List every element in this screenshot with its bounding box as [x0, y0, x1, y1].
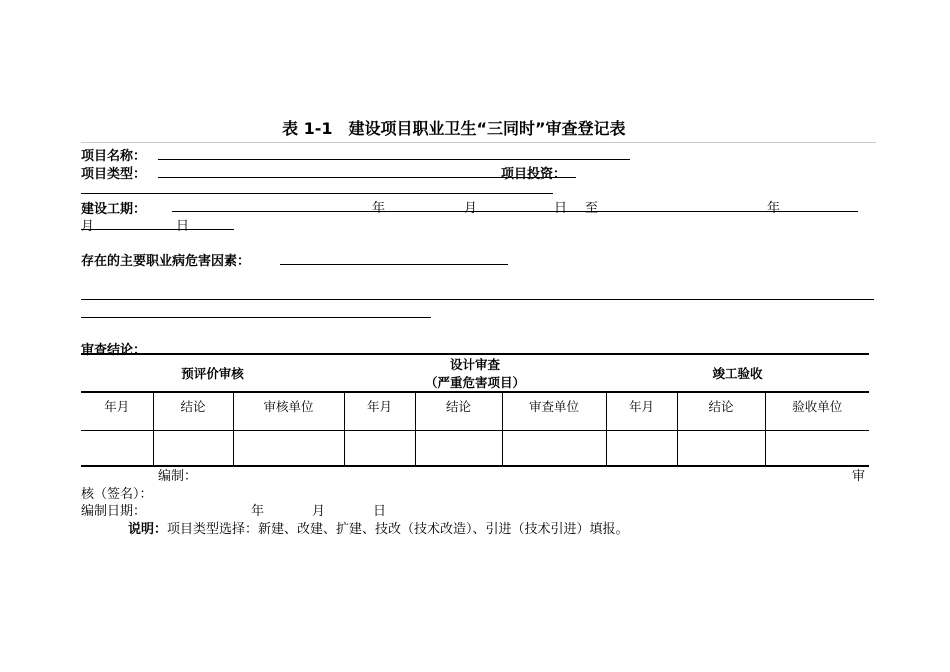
- col-header: 年月: [344, 392, 415, 431]
- hazards-line-3[interactable]: [81, 317, 431, 318]
- period-end-year: 年: [767, 201, 781, 216]
- table-cell[interactable]: [81, 431, 153, 467]
- project-name-input[interactable]: [158, 159, 630, 160]
- design-review-subtitle: （严重危害项目）: [424, 375, 525, 390]
- project-type-input[interactable]: [158, 177, 498, 178]
- table-cell[interactable]: [677, 431, 765, 467]
- table-cell[interactable]: [415, 431, 502, 467]
- period-end-month: 月: [81, 219, 95, 234]
- editor-label: 编制：: [158, 469, 198, 484]
- table-row: [81, 431, 869, 467]
- reviewer-label-b: 核（签名）：: [81, 487, 153, 502]
- col-header: 结论: [153, 392, 233, 431]
- table-cell[interactable]: [233, 431, 344, 467]
- period-to: 至: [585, 201, 599, 216]
- conclusion-label: 审查结论：: [81, 343, 147, 358]
- col-header: 结论: [677, 392, 765, 431]
- note: [128, 518, 629, 537]
- col-header: 结论: [415, 392, 502, 431]
- col-header: 年月: [81, 392, 153, 431]
- group-header-row: [81, 354, 869, 392]
- title-rule: [81, 142, 876, 143]
- column-header-row: [81, 392, 869, 431]
- col-header: 审查单位: [502, 392, 606, 431]
- note-label: 说明：: [128, 522, 168, 537]
- period-start-month: 月: [464, 201, 478, 216]
- hazards-input[interactable]: [280, 264, 508, 265]
- period-label: 建设工期：: [81, 202, 147, 217]
- investment-continuation-line: [81, 193, 553, 194]
- col-header: 年月: [606, 392, 677, 431]
- table-cell[interactable]: [502, 431, 606, 467]
- date-year: 年: [251, 504, 265, 519]
- table-cell[interactable]: [606, 431, 677, 467]
- review-table: [81, 353, 869, 467]
- table-cell[interactable]: [153, 431, 233, 467]
- period-input-line[interactable]: [172, 211, 858, 212]
- group-pre-evaluation: 预评价审核: [81, 354, 344, 392]
- reviewer-label-a: 审: [852, 469, 866, 484]
- table-cell[interactable]: [344, 431, 415, 467]
- design-review-title: 设计审查: [449, 357, 500, 372]
- group-design-review: [344, 354, 606, 392]
- col-header: 验收单位: [765, 392, 869, 431]
- investment-label: 项目投资：: [501, 167, 567, 182]
- period-start-day: 日: [554, 201, 568, 216]
- period-start-year: 年: [372, 201, 386, 216]
- date-day: 日: [373, 504, 387, 519]
- note-text: 项目类型选择：新建、改建、扩建、技改（技术改造）、引进（技术引进）填报。: [167, 522, 629, 537]
- hazards-label: 存在的主要职业病危害因素：: [81, 254, 251, 269]
- hazards-line-2[interactable]: [81, 299, 874, 300]
- date-label: 编制日期：: [81, 504, 147, 519]
- investment-input[interactable]: [498, 177, 576, 178]
- group-completion-acceptance: 竣工验收: [606, 354, 869, 392]
- period-end-line[interactable]: [81, 229, 234, 230]
- project-name-label: 项目名称：: [81, 149, 147, 164]
- date-month: 月: [312, 504, 326, 519]
- col-header: 审核单位: [233, 392, 344, 431]
- table-cell[interactable]: [765, 431, 869, 467]
- period-end-day: 日: [176, 219, 190, 234]
- form-title: 表 1-1 建设项目职业卫生“三同时”审查登记表: [282, 119, 626, 138]
- project-type-label: 项目类型：: [81, 167, 147, 182]
